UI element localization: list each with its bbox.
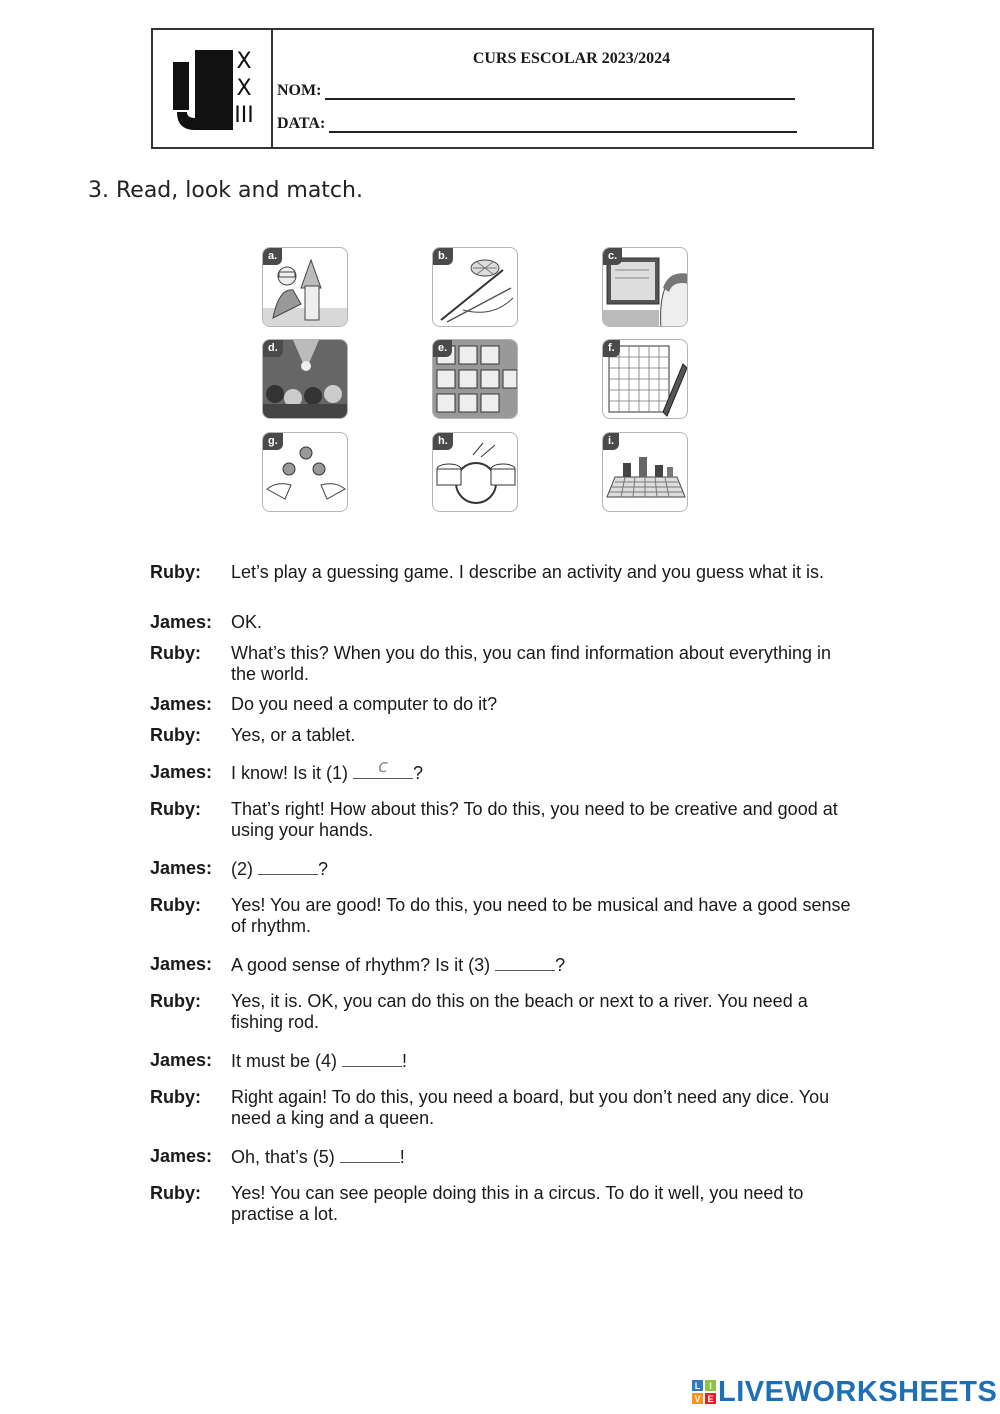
- speaker-name: Ruby:: [150, 1183, 201, 1203]
- speaker-name: Ruby:: [150, 725, 201, 745]
- speech-after: !: [399, 1147, 405, 1167]
- name-row: [277, 82, 795, 100]
- speech-before: (2): [231, 859, 258, 879]
- speaker-name: Ruby:: [150, 895, 201, 915]
- liveworksheets-logo-icon: [692, 1380, 716, 1404]
- speech-after: ?: [555, 955, 566, 975]
- answer-blank-2[interactable]: [258, 858, 318, 875]
- speaker-name: Ruby:: [150, 643, 201, 663]
- name-label: NOM:: [277, 82, 322, 99]
- answer-blank-4[interactable]: [342, 1050, 402, 1067]
- brand-icon-letter: I: [709, 1381, 712, 1391]
- speaker-name: Ruby:: [150, 799, 201, 819]
- j-logo-icon: [173, 50, 233, 130]
- speech-after: ?: [318, 859, 329, 879]
- speech-before: Oh, that’s (5): [231, 1147, 340, 1167]
- date-label: DATA:: [277, 115, 326, 132]
- speech-text: Yes! You are good! To do this, you need to be musical and have a good sense of rhythm.: [231, 895, 851, 936]
- speaker-name: James:: [150, 694, 213, 714]
- picture-g: [262, 432, 348, 512]
- speech-text: [231, 1050, 851, 1072]
- speech-text: Do you need a computer to do it?: [231, 694, 498, 714]
- speech-text: [231, 756, 851, 784]
- answer-value: c: [378, 756, 388, 777]
- picture-letter: e.: [433, 340, 452, 357]
- brand-icon-letter: E: [707, 1394, 714, 1404]
- speaker-name: James:: [150, 954, 213, 974]
- picture-letter: b.: [433, 248, 453, 265]
- picture-i: [602, 432, 688, 512]
- speech-text: Yes, or a tablet.: [231, 725, 356, 745]
- answer-blank-5[interactable]: [340, 1146, 400, 1163]
- picture-letter: g.: [263, 433, 283, 450]
- speech-text: What’s this? When you do this, you can find information about everything in the world.: [231, 643, 832, 684]
- picture-h: [432, 432, 518, 512]
- school-year-title: CURS ESCOLAR 2023/2024: [472, 50, 671, 67]
- speech-text: That’s right! How about this? To do this, you need to be creative and good at using your hands.: [231, 799, 838, 840]
- speech-text: Yes, it is. OK, you can do this on the beach or next to a river. You need a fishing rod.: [231, 991, 808, 1032]
- speech-text: Yes! You can see people doing this in a circus. To do it well, you need to practise a lot.: [231, 1183, 804, 1224]
- speaker-name: Ruby:: [150, 1087, 201, 1107]
- speaker-name: James:: [150, 858, 213, 878]
- speaker-name: James:: [150, 1146, 213, 1166]
- answer-blank-1[interactable]: [353, 756, 413, 779]
- picture-letter: f.: [603, 340, 620, 357]
- school-logo: [153, 30, 273, 147]
- exercise-title: 3. Read, look and match.: [88, 178, 363, 203]
- speech-after: ?: [413, 763, 424, 783]
- logo-roman-numeral: [233, 48, 255, 129]
- picture-letter: i.: [603, 433, 619, 450]
- speech-text: [231, 1146, 851, 1168]
- speech-text: Right again! To do this, you need a board, but you don’t need any dice. You need a king and a queen.: [231, 1087, 830, 1128]
- picture-f: [602, 339, 688, 419]
- speaker-name: Ruby:: [150, 562, 201, 582]
- worksheet-header: [151, 28, 874, 149]
- logo-roman-line: III: [234, 103, 254, 128]
- brand-icon-letter: V: [694, 1394, 701, 1404]
- speaker-name: James:: [150, 762, 213, 782]
- name-field[interactable]: [325, 84, 795, 100]
- picture-letter: c.: [603, 248, 622, 265]
- picture-letter: h.: [433, 433, 453, 450]
- brand-icon-letter: L: [694, 1381, 701, 1391]
- picture-a: [262, 247, 348, 327]
- speech-text: [231, 954, 851, 976]
- speaker-name: James:: [150, 612, 213, 632]
- picture-e: [432, 339, 518, 419]
- speech-before: It must be (4): [231, 1051, 343, 1071]
- picture-letter: d.: [263, 340, 283, 357]
- date-field[interactable]: [329, 117, 797, 133]
- picture-b: [432, 247, 518, 327]
- speaker-name: James:: [150, 1050, 213, 1070]
- date-row: [277, 115, 797, 133]
- picture-c: [602, 247, 688, 327]
- speaker-name: Ruby:: [150, 991, 201, 1011]
- speech-before: I know! Is it (1): [231, 763, 354, 783]
- logo-roman-line: X: [236, 49, 252, 74]
- speech-text: [231, 858, 851, 880]
- speech-before: A good sense of rhythm? Is it (3): [231, 955, 496, 975]
- answer-blank-3[interactable]: [495, 954, 555, 971]
- logo-roman-line: X: [236, 76, 252, 101]
- speech-text: Let’s play a guessing game. I describe an activity and you guess what it is.: [231, 562, 824, 582]
- brand-name: LIVEWORKSHEETS: [718, 1376, 998, 1408]
- picture-letter: a.: [263, 248, 282, 265]
- picture-d: [262, 339, 348, 419]
- speech-after: !: [402, 1051, 408, 1071]
- speech-text: OK.: [231, 612, 263, 632]
